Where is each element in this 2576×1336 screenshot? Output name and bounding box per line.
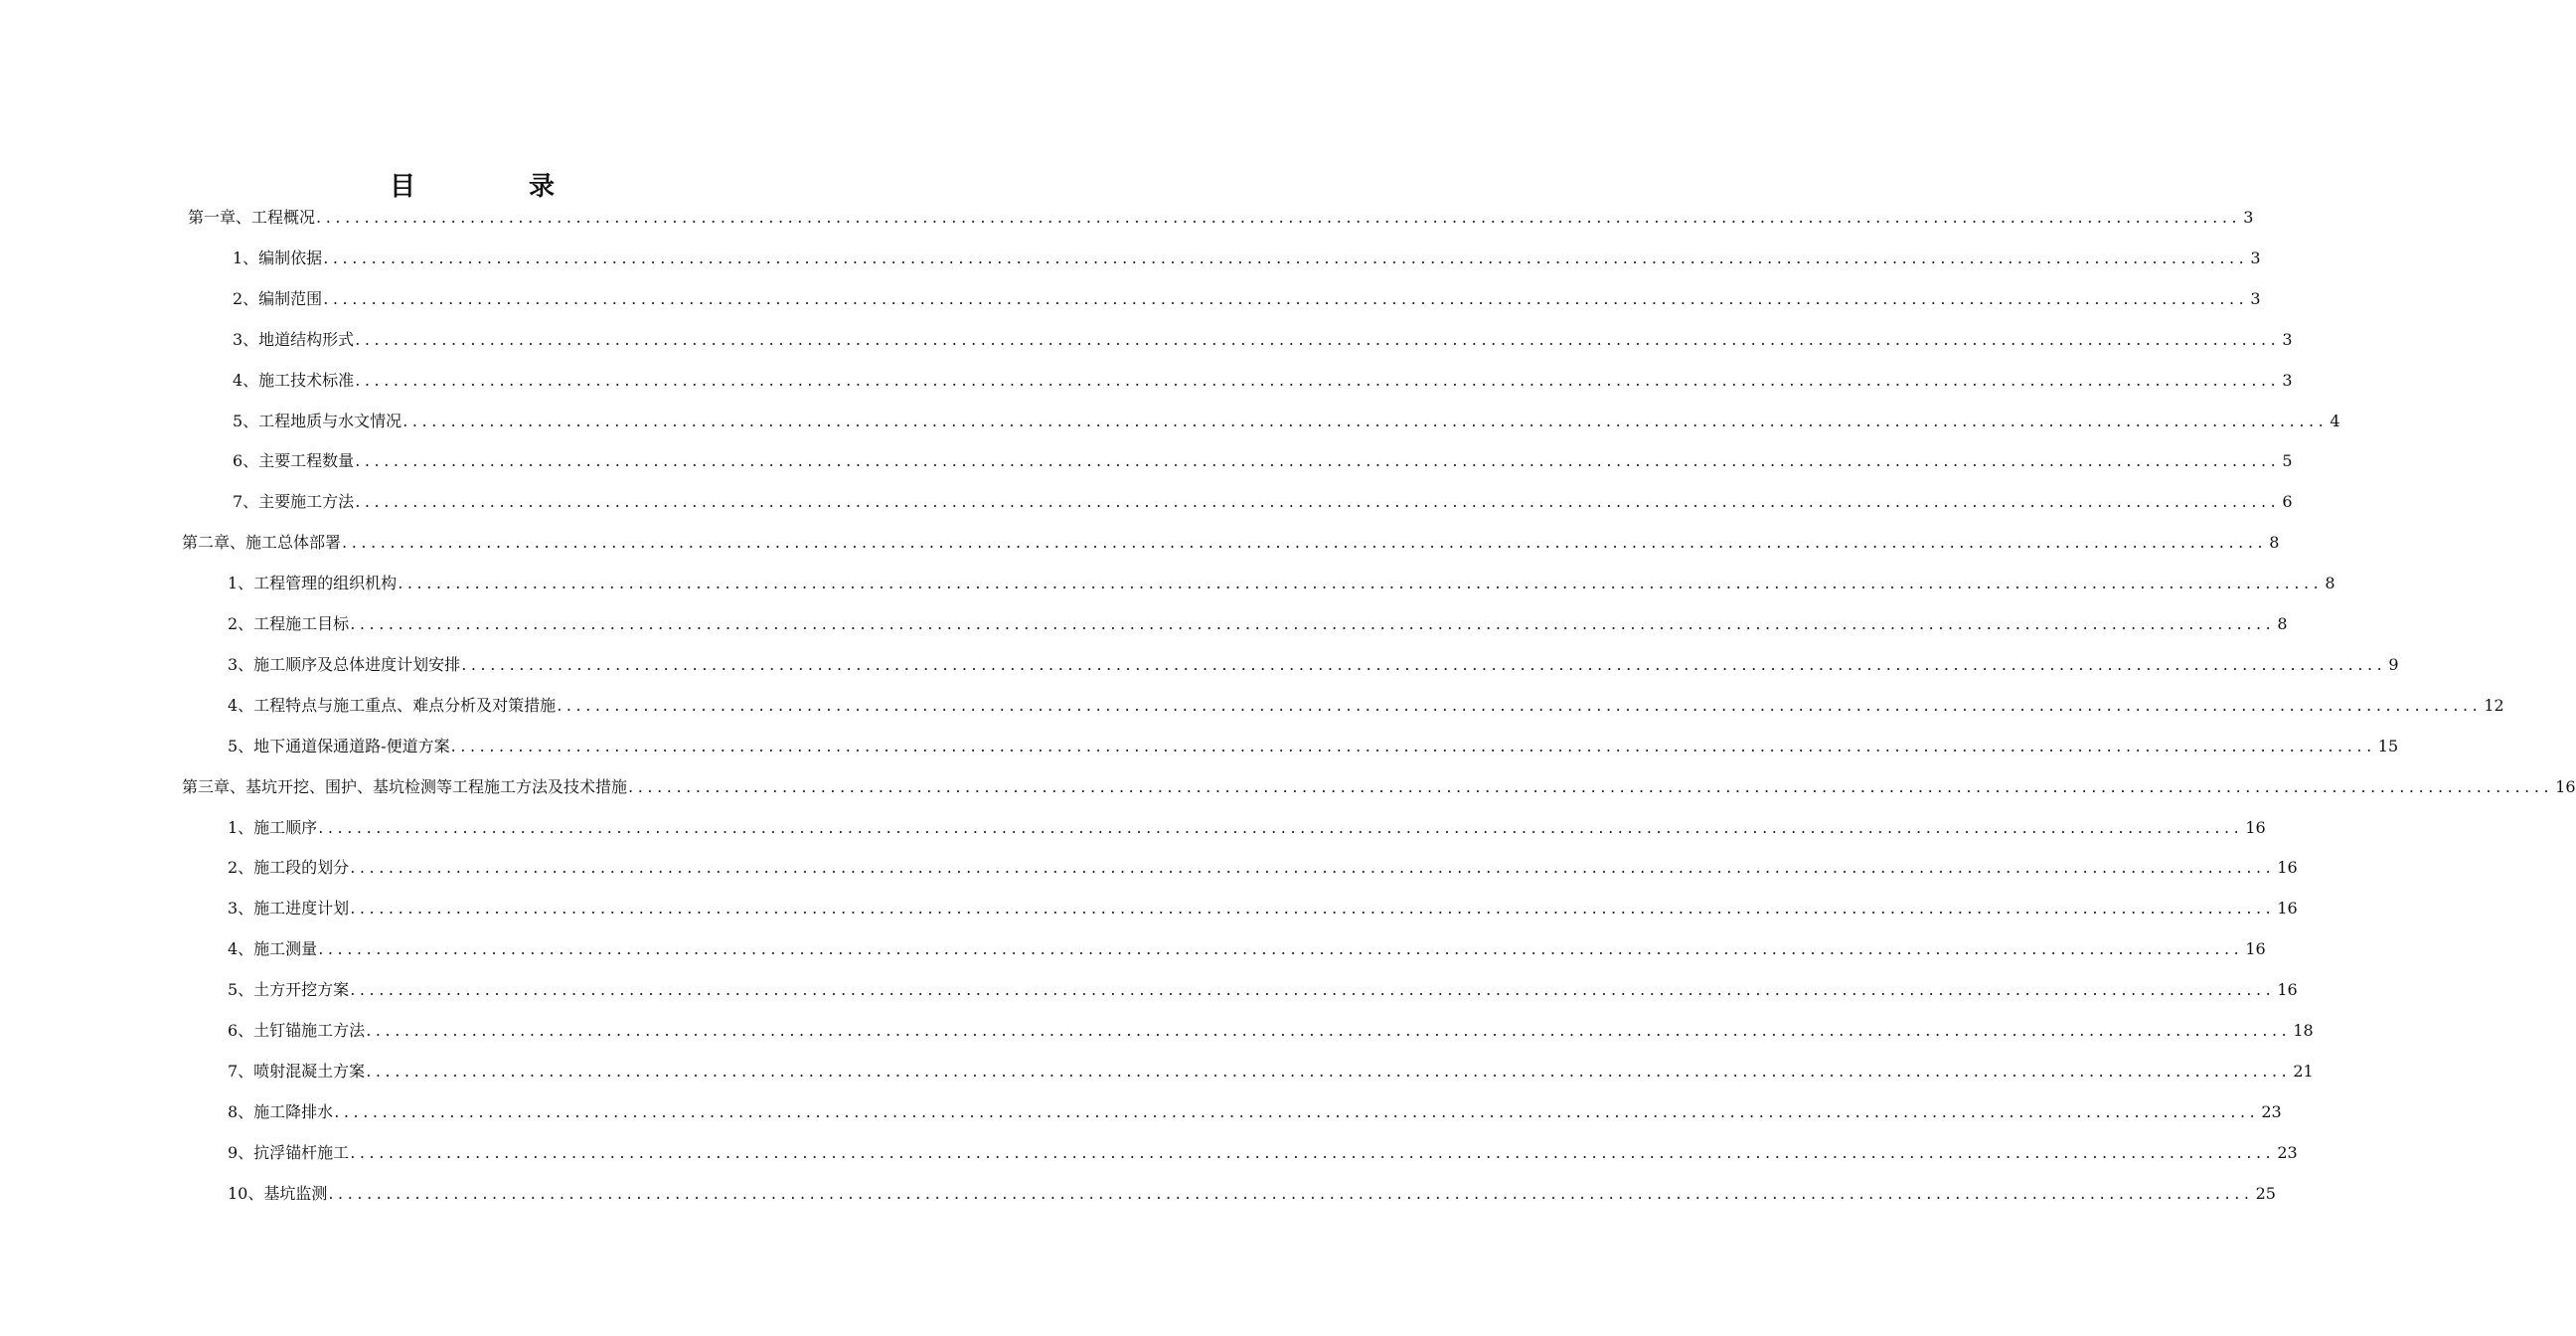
- toc-entry-page: 16: [2277, 980, 2298, 1000]
- toc-entry-section[interactable]: [228, 1057, 2314, 1086]
- toc-entry-section[interactable]: [233, 284, 2261, 314]
- toc-entry-section[interactable]: [228, 650, 2399, 680]
- toc-entry-section[interactable]: [228, 934, 2266, 964]
- toc-entry-section[interactable]: [228, 609, 2288, 639]
- toc-entry-label: 3、施工顺序及总体进度计划安排: [228, 654, 461, 674]
- toc-entry-section[interactable]: [228, 1016, 2314, 1046]
- toc-entry-label: 6、土钉锚施工方法: [228, 1021, 366, 1040]
- toc-entry-section[interactable]: [233, 407, 2340, 436]
- toc-entry-page: 3: [2282, 329, 2293, 349]
- toc-leader-dots: ........................................................................................................................................................................................................: [355, 492, 2281, 512]
- toc-entry-label: 1、工程管理的组织机构: [228, 574, 398, 593]
- toc-entry-page: 8: [2325, 574, 2335, 593]
- toc-entry-page: 16: [2555, 776, 2576, 796]
- toc-entry-page: 4: [2330, 411, 2340, 430]
- toc-leader-dots: ........................................................................................................................................................................................................: [316, 208, 2242, 227]
- toc-entry-label: 5、土方开挖方案: [228, 980, 350, 1000]
- toc-leader-dots: ........................................................................................................................................................................................................: [318, 939, 2244, 959]
- toc-entry-section[interactable]: [228, 1138, 2298, 1168]
- toc-leader-dots: ........................................................................................................................................................................................................: [355, 451, 2281, 471]
- toc-entry-page: 25: [2255, 1183, 2276, 1203]
- toc-entry-page: 3: [2243, 208, 2254, 227]
- toc-entry-section[interactable]: [228, 1097, 2282, 1127]
- toc-entry-section[interactable]: [233, 325, 2293, 355]
- toc-leader-dots: ........................................................................................................................................................................................................: [350, 899, 2276, 918]
- toc-entry-label: 1、编制依据: [233, 248, 323, 267]
- toc-entry-page: 15: [2377, 736, 2399, 755]
- toc-entry-section[interactable]: [233, 244, 2261, 273]
- toc-entry-label: 2、施工段的划分: [228, 858, 350, 878]
- toc-entry-section[interactable]: [228, 569, 2335, 598]
- toc-entry-page: 16: [2277, 899, 2298, 918]
- toc-entry-page: 5: [2282, 451, 2293, 471]
- toc-entry-page: 16: [2245, 817, 2266, 837]
- toc-entry-label: 7、主要施工方法: [233, 492, 355, 512]
- toc-entry-section[interactable]: [228, 894, 2298, 923]
- toc-entry-label: 4、施工测量: [228, 939, 318, 959]
- toc-title: 目 录: [389, 172, 598, 202]
- toc-entry-section[interactable]: [228, 691, 2504, 721]
- toc-leader-dots: ........................................................................................................................................................................................................: [342, 533, 2268, 553]
- toc-leader-dots: ........................................................................................................................................................................................................: [350, 1142, 2276, 1162]
- toc-leader-dots: ........................................................................................................................................................................................................: [350, 980, 2276, 1000]
- toc-entry-section[interactable]: [233, 446, 2293, 476]
- toc-entry-label: 4、施工技术标准: [233, 370, 355, 390]
- toc-entry-section[interactable]: [228, 1179, 2276, 1209]
- toc-entry-label: 8、施工降排水: [228, 1101, 334, 1121]
- toc-entry-label: 1、施工顺序: [228, 817, 318, 837]
- toc-leader-dots: ........................................................................................................................................................................................................: [350, 858, 2276, 878]
- toc-leader-dots: ........................................................................................................................................................................................................: [323, 288, 2249, 308]
- toc-entry-label: 2、编制范围: [233, 288, 323, 308]
- toc-leader-dots: ........................................................................................................................................................................................................: [557, 695, 2483, 715]
- toc-leader-dots: ........................................................................................................................................................................................................: [366, 1061, 2292, 1081]
- toc-entry-chapter[interactable]: [182, 772, 2576, 802]
- toc-entry-section[interactable]: [233, 366, 2293, 396]
- toc-entry-page: 6: [2282, 492, 2293, 512]
- toc-entry-section[interactable]: [228, 853, 2298, 883]
- toc-entry-label: 5、工程地质与水文情况: [233, 411, 402, 430]
- toc-entry-page: 8: [2277, 614, 2288, 633]
- toc-leader-dots: ........................................................................................................................................................................................................: [398, 574, 2324, 593]
- toc-entry-label: 2、工程施工目标: [228, 614, 350, 633]
- toc-leader-dots: ........................................................................................................................................................................................................: [323, 248, 2249, 267]
- toc-entry-page: 23: [2277, 1142, 2298, 1162]
- toc-entry-section[interactable]: [228, 975, 2298, 1005]
- toc-entry-label: 6、主要工程数量: [233, 451, 355, 471]
- toc-entry-label: 9、抗浮锚杆施工: [228, 1142, 350, 1162]
- toc-leader-dots: ........................................................................................................................................................................................................: [402, 411, 2329, 430]
- toc-entry-page: 12: [2484, 695, 2504, 715]
- toc-leader-dots: ........................................................................................................................................................................................................: [334, 1101, 2260, 1121]
- toc-leader-dots: ........................................................................................................................................................................................................: [355, 329, 2281, 349]
- toc-entry-page: 3: [2250, 288, 2261, 308]
- toc-entry-label: 第三章、基坑开挖、围护、基坑检测等工程施工方法及技术措施: [182, 776, 628, 796]
- toc-entry-label: 第一章、工程概况: [188, 208, 316, 227]
- toc-leader-dots: ........................................................................................................................................................................................................: [355, 370, 2281, 390]
- toc-leader-dots: ........................................................................................................................................................................................................: [461, 654, 2387, 674]
- toc-entry-page: 9: [2388, 654, 2399, 674]
- toc-entry-page: 3: [2282, 370, 2293, 390]
- toc-entry-label: 3、施工进度计划: [228, 899, 350, 918]
- toc-entry-page: 8: [2269, 533, 2280, 553]
- toc-entry-page: 16: [2245, 939, 2266, 959]
- toc-entry-page: 21: [2293, 1061, 2314, 1081]
- toc-entry-section[interactable]: [233, 487, 2293, 517]
- toc-entry-section[interactable]: [228, 732, 2399, 761]
- toc-leader-dots: ........................................................................................................................................................................................................: [450, 736, 2376, 755]
- toc-entry-label: 3、地道结构形式: [233, 329, 355, 349]
- toc-leader-dots: ........................................................................................................................................................................................................: [628, 776, 2554, 796]
- toc-leader-dots: ........................................................................................................................................................................................................: [328, 1183, 2254, 1203]
- toc-entry-page: 16: [2277, 858, 2298, 878]
- toc-leader-dots: ........................................................................................................................................................................................................: [366, 1021, 2292, 1040]
- toc-entry-label: 10、基坑监测: [228, 1183, 328, 1203]
- toc-entry-page: 3: [2250, 248, 2261, 267]
- toc-entry-page: 23: [2261, 1101, 2282, 1121]
- toc-entry-label: 4、工程特点与施工重点、难点分析及对策措施: [228, 695, 557, 715]
- toc-entry-section[interactable]: [228, 813, 2266, 843]
- toc-entry-chapter[interactable]: [182, 528, 2280, 558]
- toc-entry-label: 7、喷射混凝土方案: [228, 1061, 366, 1081]
- toc-entry-chapter[interactable]: [188, 203, 2254, 233]
- toc-entry-label: 第二章、施工总体部署: [182, 533, 342, 553]
- toc-entry-page: 18: [2293, 1021, 2314, 1040]
- toc-leader-dots: ........................................................................................................................................................................................................: [350, 614, 2276, 633]
- toc-entry-label: 5、地下通道保通道路-便道方案: [228, 736, 450, 755]
- toc-leader-dots: ........................................................................................................................................................................................................: [318, 817, 2244, 837]
